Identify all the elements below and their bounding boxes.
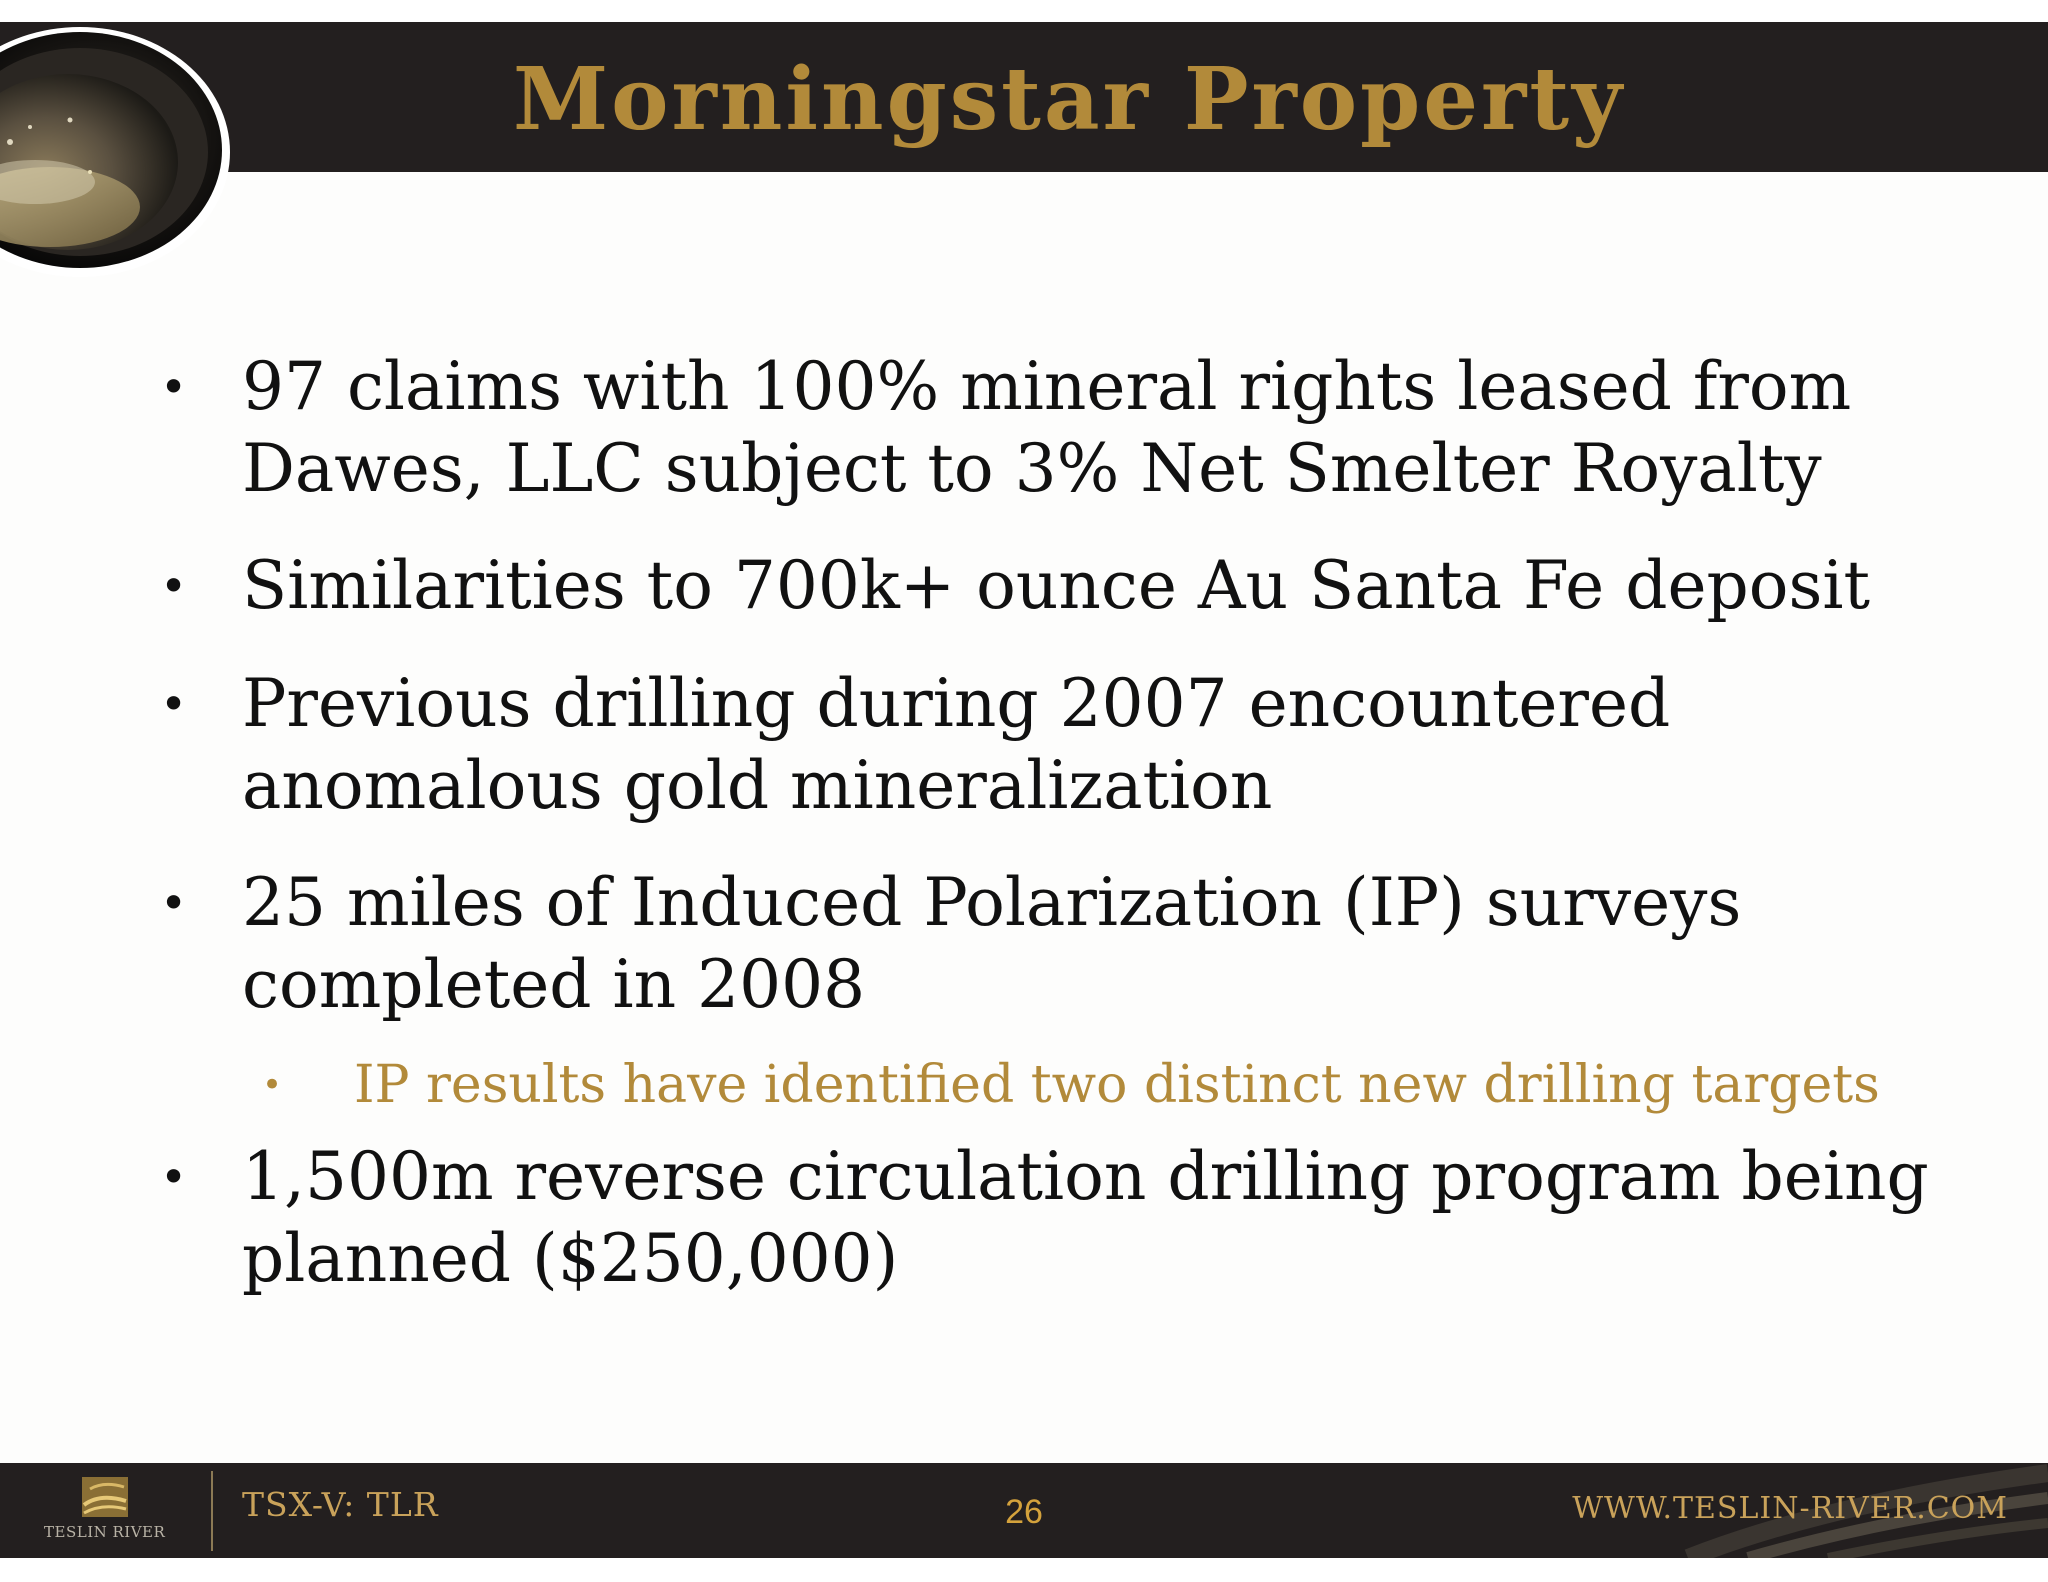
bullet-text: 25 miles of Induced Polarization (IP) surveys completed in 2008 [242, 864, 1742, 1023]
logo-text: TESLIN RIVER [44, 1523, 166, 1541]
bullet-item [160, 346, 1960, 510]
website-link[interactable]: WWW.TESLIN-RIVER.COM [1572, 1491, 2008, 1526]
sub-bullet-text: IP results have identified two distinct new drilling targets [354, 1055, 1880, 1115]
slide-title: Morningstar Property [512, 49, 1626, 150]
ticker-symbol: TSX-V: TLR [242, 1485, 439, 1524]
page-number: 26 [1005, 1493, 1043, 1531]
bullet-text: Previous drilling during 2007 encountered anomalous gold mineralization [242, 665, 1671, 824]
bullet-item [160, 663, 1960, 827]
bullet-item [160, 862, 1960, 1026]
bullet-text: 1,500m reverse circulation drilling program being planned ($250,000) [242, 1138, 1929, 1297]
bottom-margin [0, 1558, 2048, 1582]
bullet-text: 97 claims with 100% mineral rights leased from Dawes, LLC subject to 3% Net Smelter Royalty [242, 348, 1852, 507]
bullet-marker: • [160, 876, 188, 930]
bullet-text: Similarities to 700k+ ounce Au Santa Fe deposit [242, 547, 1870, 624]
bullet-marker: • [160, 1150, 188, 1204]
footer-bar [0, 1463, 2048, 1558]
bullet-item [160, 545, 1960, 627]
sub-bullet-item [262, 1050, 2002, 1120]
sub-bullet-marker: • [262, 1065, 283, 1105]
bullet-marker: • [160, 559, 188, 613]
bullet-item [160, 1136, 1960, 1300]
bullet-marker: • [160, 360, 188, 414]
bullet-marker: • [160, 677, 188, 731]
